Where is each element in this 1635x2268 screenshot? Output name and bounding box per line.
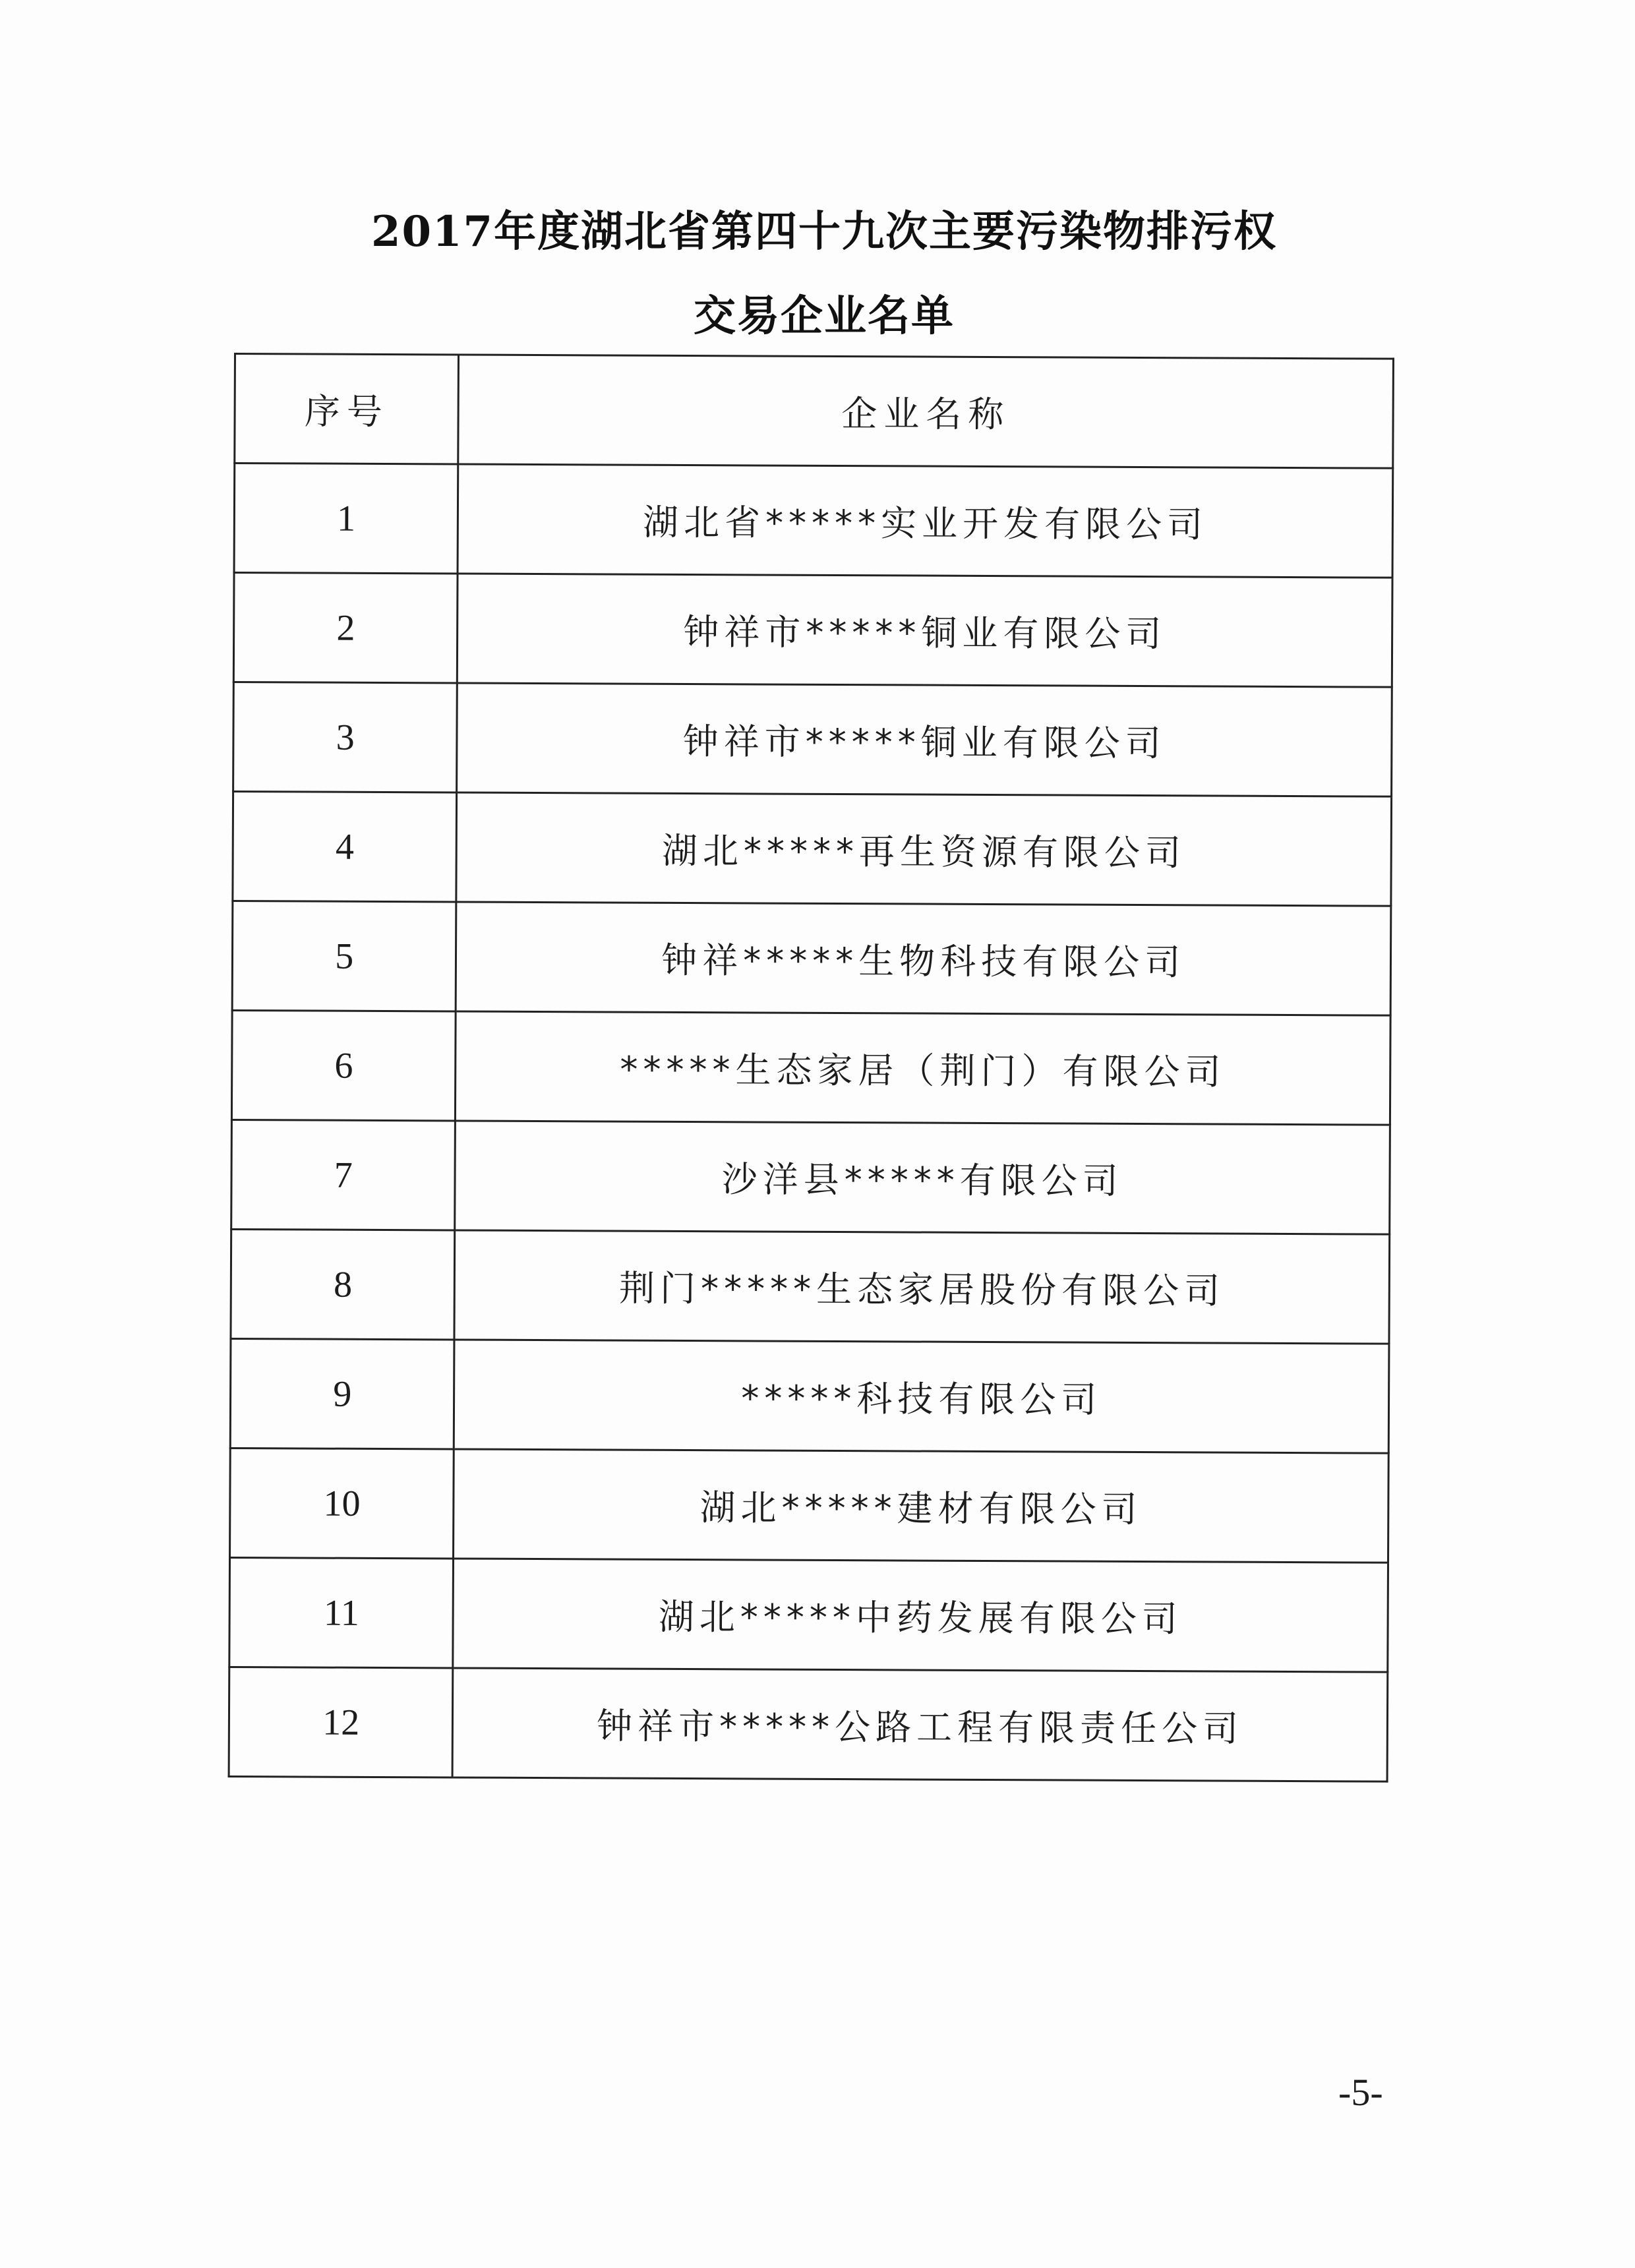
row-enterprise-name: 钟祥市*****铜业有限公司	[458, 574, 1392, 687]
row-seq: 7	[231, 1119, 456, 1230]
row-seq: 6	[231, 1010, 456, 1120]
table-row	[233, 792, 1392, 907]
table-row	[233, 573, 1392, 688]
table-row	[233, 682, 1392, 797]
row-enterprise-name: 钟祥市*****铜业有限公司	[457, 683, 1392, 796]
row-seq: 5	[232, 901, 456, 1011]
row-enterprise-name: 湖北*****中药发展有限公司	[453, 1559, 1388, 1672]
table-row	[230, 1448, 1389, 1563]
row-seq: 10	[230, 1448, 454, 1558]
row-seq: 11	[229, 1557, 454, 1667]
row-enterprise-name: *****生态家居（荆门）有限公司	[456, 1011, 1390, 1125]
row-seq: 1	[234, 463, 458, 574]
table-row	[229, 1667, 1388, 1781]
document-title-line2: 交易企业名单	[694, 291, 955, 341]
table-row	[234, 463, 1393, 578]
row-enterprise-name: 钟祥市*****公路工程有限责任公司	[453, 1668, 1388, 1781]
row-enterprise-name: *****科技有限公司	[454, 1340, 1389, 1453]
page-number: -5-	[1338, 2071, 1383, 2114]
row-enterprise-name: 沙洋县*****有限公司	[455, 1121, 1390, 1234]
table-row	[232, 901, 1391, 1015]
table-row	[231, 1229, 1390, 1344]
row-seq: 3	[233, 682, 458, 792]
row-seq: 8	[231, 1229, 455, 1339]
row-enterprise-name: 湖北*****再生资源有限公司	[456, 792, 1391, 906]
enterprise-table	[228, 353, 1394, 1783]
table-row	[230, 1338, 1389, 1453]
enterprise-table-container	[228, 353, 1408, 1783]
row-seq: 4	[233, 792, 457, 902]
header-seq: 序号	[235, 354, 459, 464]
row-enterprise-name: 湖北省*****实业开发有限公司	[458, 464, 1392, 578]
document-title-line1: 2017年度湖北省第四十九次主要污染物排污权	[371, 207, 1278, 256]
row-seq: 2	[233, 573, 458, 683]
row-enterprise-name: 荆门*****生态家居股份有限公司	[454, 1230, 1389, 1344]
row-seq: 12	[229, 1667, 453, 1777]
row-enterprise-name: 湖北*****建材有限公司	[454, 1449, 1388, 1563]
table-row	[229, 1557, 1388, 1672]
table-row	[231, 1010, 1390, 1125]
table-row	[231, 1119, 1390, 1234]
row-enterprise-name: 钟祥*****生物科技有限公司	[456, 902, 1391, 1015]
row-seq: 9	[230, 1338, 454, 1448]
header-enterprise-name: 企业名称	[458, 355, 1393, 468]
table-header-row	[235, 354, 1394, 469]
